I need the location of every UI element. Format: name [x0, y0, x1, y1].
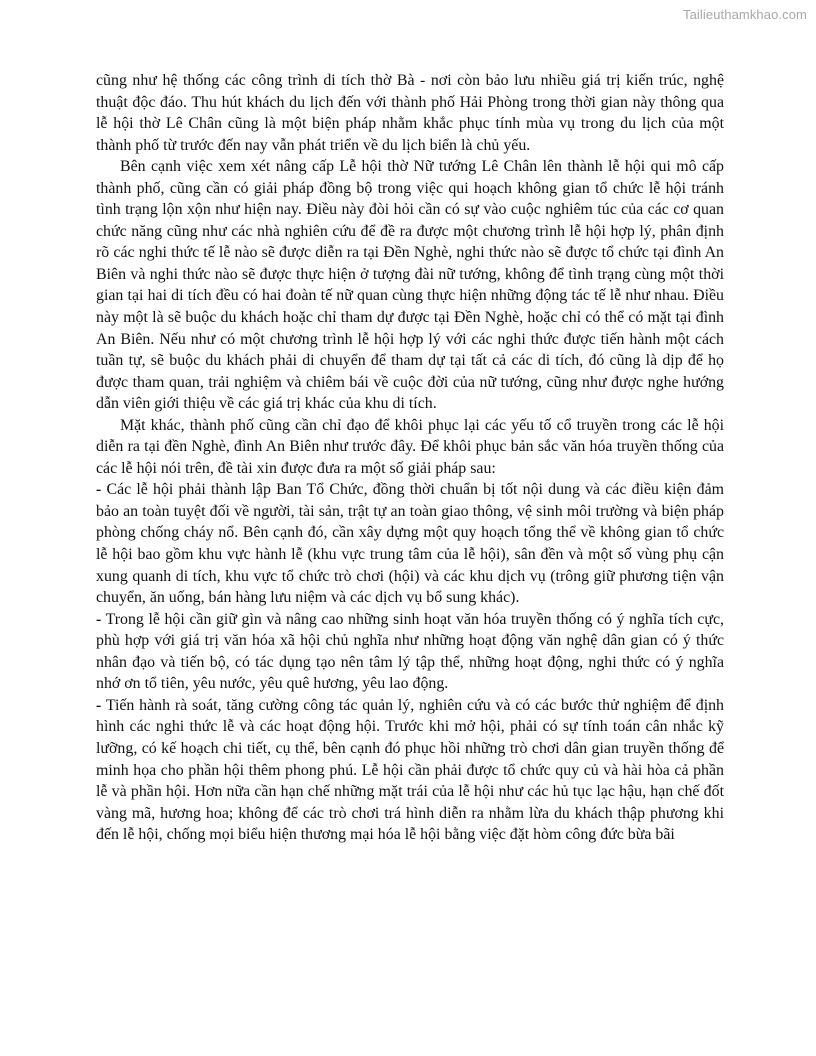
bullet-dash: - — [96, 696, 102, 714]
bullet-text: Tiến hành rà soát, tăng cường công tác quản lý, nghiên cứu và có các bước thử nghiệm để định hình các nghi thức lễ và các hoạt động hội. Trước khi mở hội, phải có sự tính toán cân nhắc kỹ lưỡng, có kế hoạch chi tiết, cụ thể, bên cạnh đó phục hồi những trò chơi dân gian truyền thống để minh họa cho phần hội thêm phong phú. Lễ hội cần phải được tổ chức quy củ và hài hòa cả phần lễ và phần hội. Hơn nữa cần hạn chế những mặt trái của lễ hội như các hủ tục lạc hậu, hạn chế đốt vàng mã, hương hoa; không để các trò chơi trá hình diễn ra nhằm lừa du khách thập phương khi đến lễ hội, chống mọi biểu hiện thương mại hóa lễ hội bằng việc đặt hòm công đức bừa bãi — [96, 696, 725, 844]
paragraph-restoration: Mặt khác, thành phố cũng cần chỉ đạo để khôi phục lại các yếu tố cổ truyền trong các lễ hội diễn ra tại đền Nghè, đình An Biên như trước đây. Để khôi phục bản sắc văn hóa truyền thống của các lễ hội nói trên, đề tài xin được đưa ra một số giải pháp sau: — [96, 416, 724, 477]
bullet-item-management-review — [96, 695, 724, 846]
watermark-text: Tailieuthamkhao.com — [682, 7, 807, 22]
paragraph-festival-planning: Bên cạnh việc xem xét nâng cấp Lễ hội thờ Nữ tướng Lê Chân lên thành lễ hội qui mô cấp thành phố, cũng cần có giải pháp đồng bộ trong việc qui hoạch không gian tổ chức lễ hội tránh tình trạng lộn xộn như hiện nay. Điều này đòi hỏi cần có sự vào cuộc nghiêm túc của các cơ quan chức năng cũng như các nhà nghiên cứu để đề ra được một chương trình lễ hội hợp lý, phân định rõ các nghi thức tế lễ nào sẽ được diễn ra tại Đền Nghè, nghi thức nào sẽ được tổ chức tại đình An Biên và nghi thức nào sẽ được thực hiện ở tượng đài nữ tướng, không để tình trạng cùng một thời gian tại hai di tích đều có hai đoàn tế nữ quan cùng thực hiện những động tác tế lễ như nhau. Điều này một là sẽ buộc du khách hoặc chỉ tham dự được tại Đền Nghè, hoặc chỉ có thể có mặt tại đình An Biên. Nếu như có một chương trình lễ hội hợp lý với các nghi thức được tiến hành một cách tuần tự, sẽ buộc du khách phải di chuyển để tham dự tại tất cả các di tích, đó cũng là dịp để họ được tham quan, trải nghiệm và chiêm bái về cuộc đời của nữ tướng, cũng như được nghe hướng dẫn viên giới thiệu về các giá trị khác của khu di tích. — [96, 158, 724, 413]
bullet-dash: - — [96, 610, 102, 628]
bullet-text: Các lễ hội phải thành lập Ban Tổ Chức, đồng thời chuẩn bị tốt nội dung và các điều kiện đảm bảo an toàn tuyệt đối về người, tài sản, trật tự an toàn giao thông, vệ sinh môi trường và biện pháp phòng chống cháy nổ. Bên cạnh đó, cần xây dựng một quy hoạch tổng thể về không gian tổ chức lễ hội bao gồm khu vực hành lễ (khu vực trung tâm của lễ hội), sân đền và một số vùng phụ cận xung quanh di tích, khu vực tổ chức trò chơi (hội) và các khu dịch vụ (trông giữ phương tiện vận chuyển, ăn uống, bán hàng lưu niệm và các dịch vụ bổ sung khác). — [96, 481, 724, 607]
bullet-item-organizing-committee — [96, 479, 724, 608]
document-body — [96, 70, 724, 846]
paragraph-continuation: cũng như hệ thống các công trình di tích thờ Bà - nơi còn bảo lưu nhiều giá trị kiến trúc, nghệ thuật độc đáo. Thu hút khách du lịch đến với thành phố Hải Phòng trong thời gian này thông qua lễ hội thờ Lê Chân cũng là một biện pháp nhằm khắc phục tính mùa vụ trong du lịch của một thành phố từ trước đến nay vẫn phát triển về du lịch biển là chủ yếu. — [96, 72, 724, 154]
bullet-item-cultural-activities — [96, 609, 724, 695]
bullet-text: Trong lễ hội cần giữ gìn và nâng cao những sinh hoạt văn hóa truyền thống có ý nghĩa tích cực, phù hợp với giá trị văn hóa xã hội chủ nghĩa như những hoạt động văn nghệ dân gian có ý thức nhân đạo và tiến bộ, có tác dụng tạo nên tâm lý tập thể, những hoạt động, nghi thức có ý nghĩa nhớ ơn tổ tiên, yêu nước, yêu quê hương, yêu lao động. — [96, 610, 725, 693]
bullet-dash: - — [96, 481, 102, 499]
